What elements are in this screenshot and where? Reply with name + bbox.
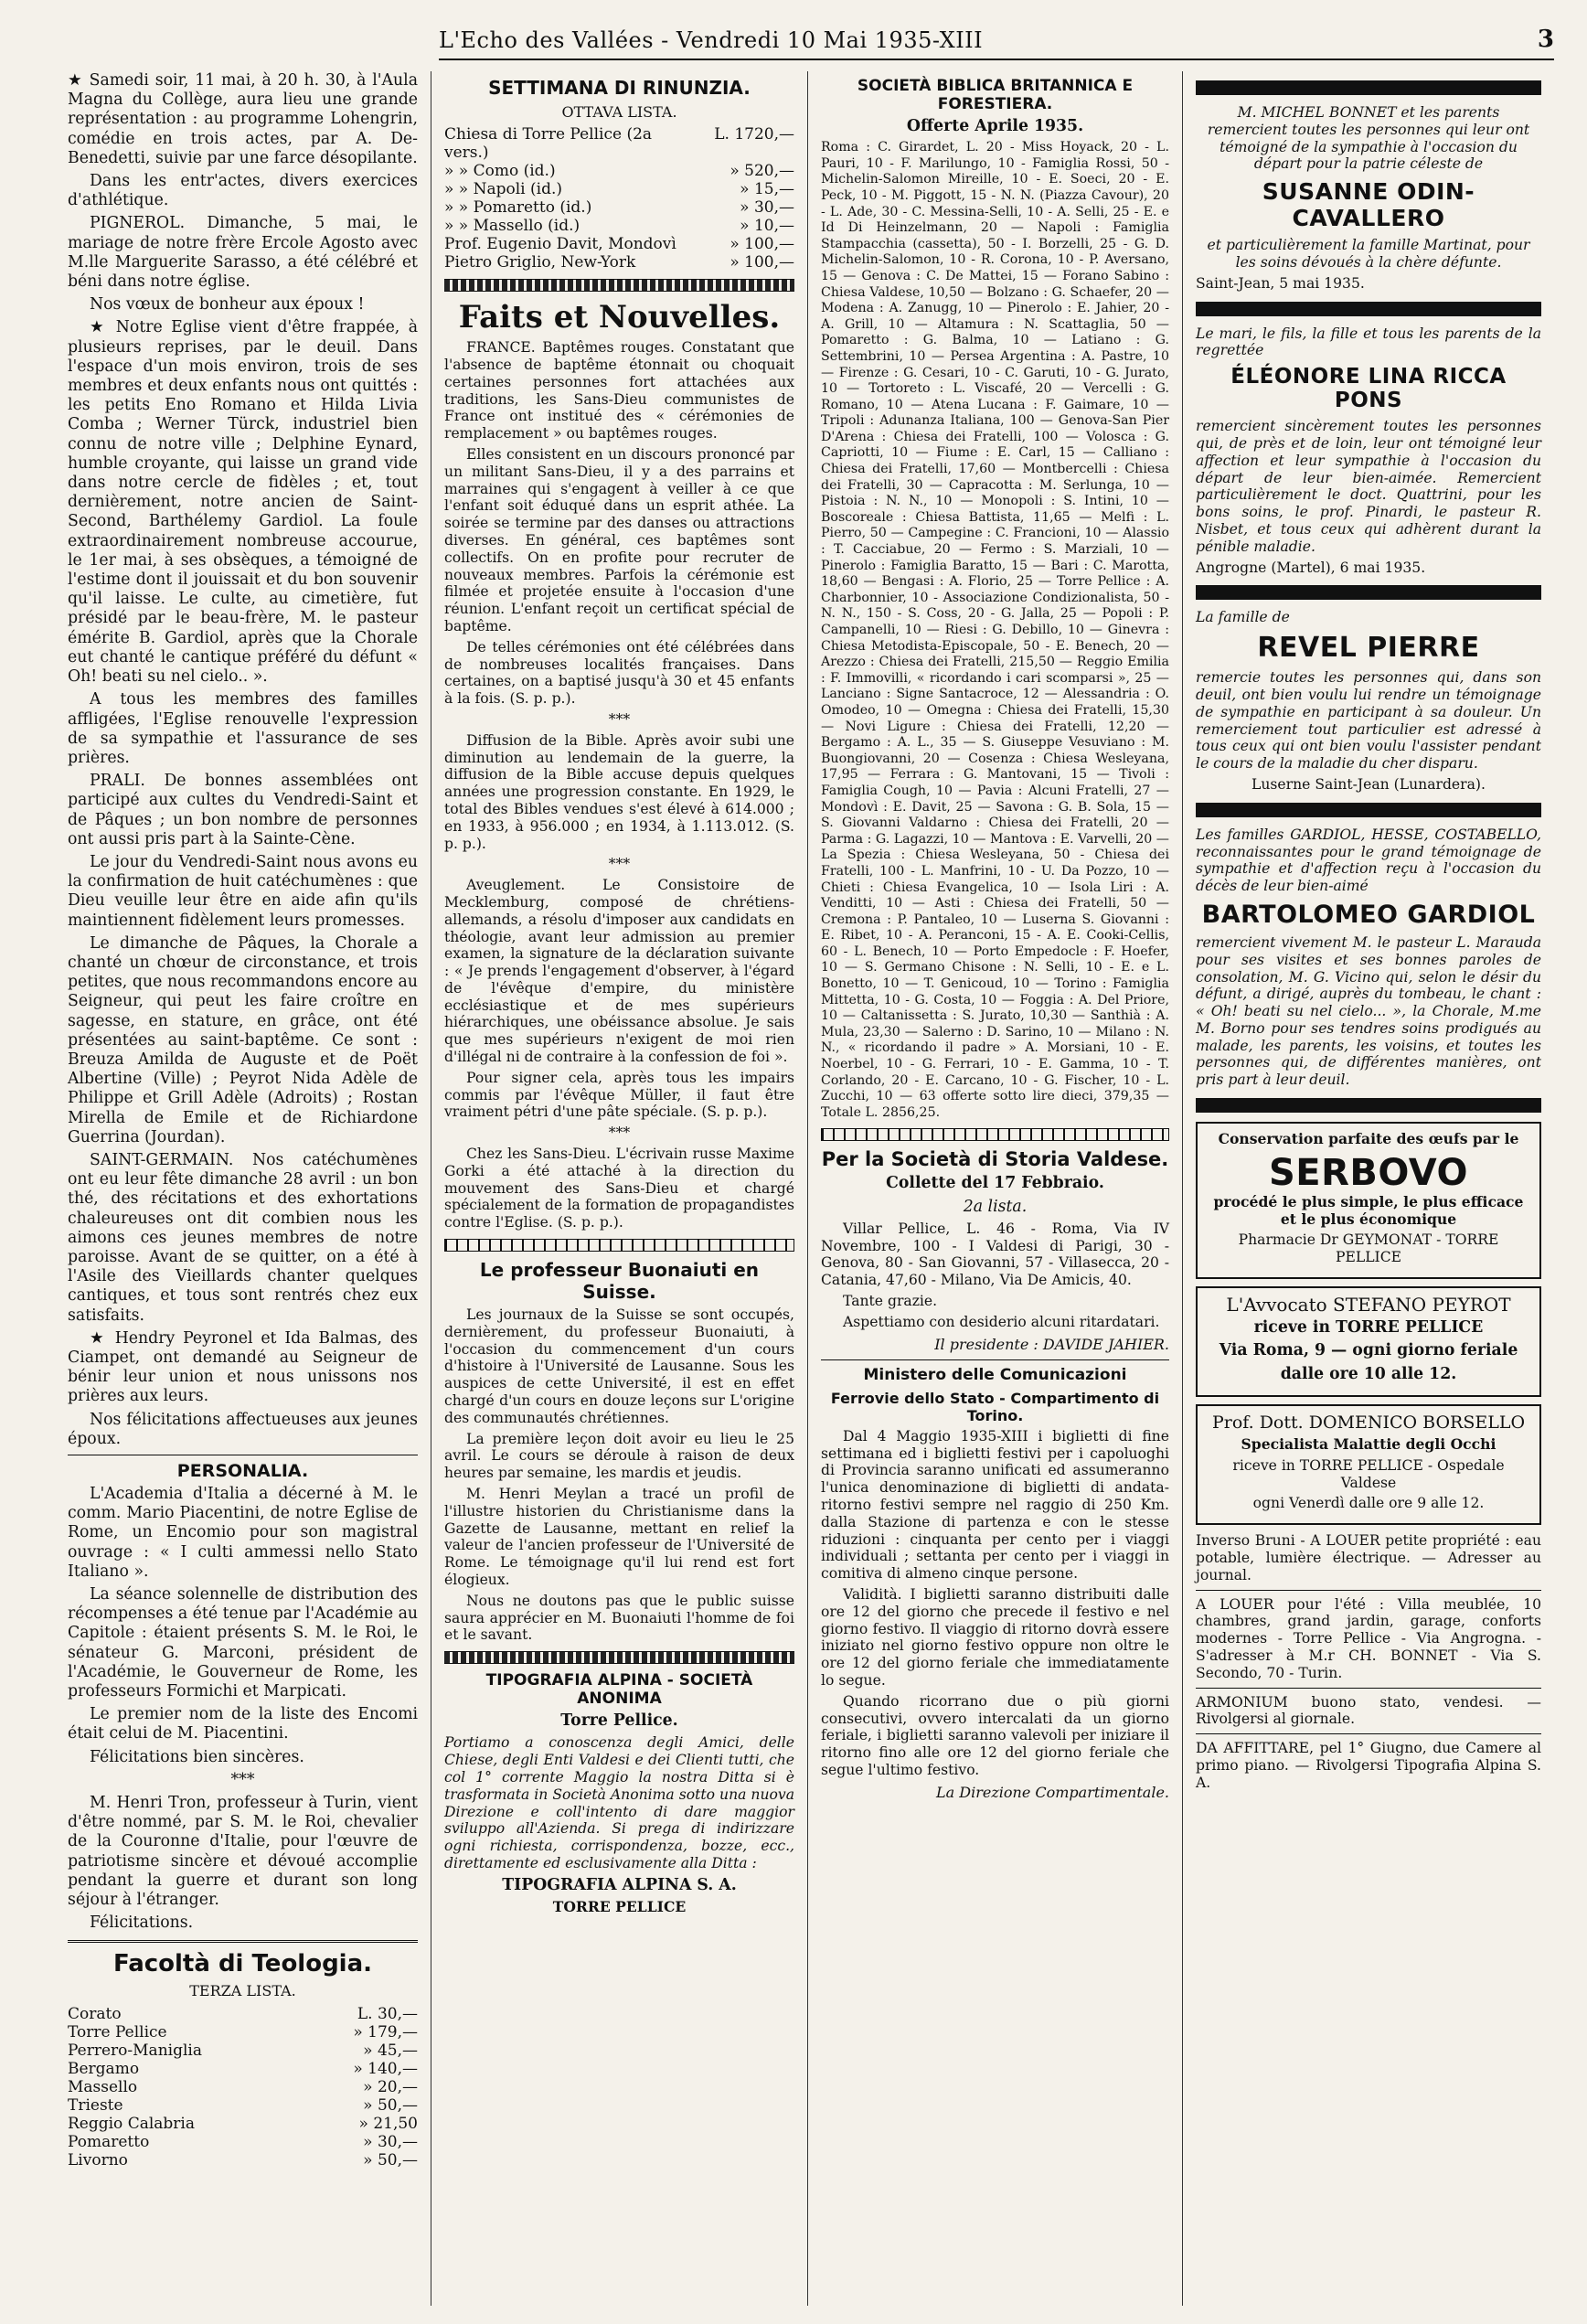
signature: La Direzione Compartimentale. bbox=[936, 1783, 1169, 1801]
ad-line: procédé le plus simple, le plus efficace et le plus économique bbox=[1213, 1192, 1524, 1228]
article-paragraph: M. Henri Meylan a tracé un profil de l'illustre historien du Christianisme dans la Gazette de Lausanne, mettant en relief la valeur de l'ancien professeur de l'Université de Rome. Le témoignage qu'il lui rend est fort élogieux. bbox=[444, 1486, 794, 1588]
list-row bbox=[444, 125, 794, 162]
list-row-name: Prof. Eugenio Davit, Mondovì bbox=[444, 235, 676, 254]
list-row-amount: » 21,50 bbox=[358, 2114, 418, 2133]
notice-text: M. MICHEL BONNET et les parents remercient toutes les personnes qui leur ont témoigné de la sympathie à l'occasion du départ pour la patrie céleste de bbox=[1207, 104, 1530, 173]
list-row-amount: » 140,— bbox=[353, 2059, 418, 2078]
notice-text: Les familles GARDIOL, HESSE, COSTABELLO, reconnaissantes pour le grand témoignage de sympathie et d'affection reçu à l'occasion du décès de leur bien-aimé bbox=[1196, 826, 1541, 895]
notice-name: SUSANNE ODIN-CAVALLERO bbox=[1262, 178, 1475, 232]
divider bbox=[1196, 1688, 1541, 1689]
article-paragraph: ★ Hendry Peyronel et Ida Balmas, des Ciampet, ont demandé au Seigneur de bénir leur union et nous unissons nos prières aux leurs. bbox=[68, 1328, 418, 1406]
list-row bbox=[68, 2023, 418, 2041]
list-row-name: Trieste bbox=[68, 2095, 123, 2115]
article-paragraph: Nous ne doutons pas que le public suisse saura apprécier en M. Buonaiuti l'homme de foi et le savant. bbox=[444, 1592, 794, 1644]
list-row bbox=[444, 162, 794, 180]
section-title-storia: Per la Società di Storia Valdese. bbox=[821, 1148, 1169, 1171]
article-paragraph: ★ Notre Eglise vient d'être frappée, à plusieurs reprises, par le deuil. Dans l'espace d'un mois environ, trois de ses membres et deux enfants nous ont quittés : les petits Eno Romano et Hilda Livia Comba ; Werner Türck, industriel bien connu de notre ville ; Delphine Eynard, humble croyante, qui laisse un grand vide dans notre cercle de fidèles ; et, tout dernièrement, notre ancien de Saint-Second, Barthélemy Gardiol. La foule extraordinairement nombreuse accourue, le 1er mai, à ses obsèques, a témoigné de l'estime dont il jouissait et du bon souvenir qu'il laisse. Le culte, au cimetière, fut présidé par le beau-frère, M. le pasteur émérite B. Gardiol, après que la Chorale eut chanté le cantique préféré du défunt « Oh! beati su nel cielo.. ». bbox=[68, 318, 418, 687]
tipografia-footer: TIPOGRAFIA ALPINA S. A. bbox=[502, 1875, 737, 1894]
list-row bbox=[68, 2151, 418, 2169]
list-row-name: Bergamo bbox=[68, 2059, 140, 2078]
divider bbox=[821, 1359, 1169, 1360]
ornamental-divider bbox=[444, 279, 794, 292]
list-row-amount: L. 1720,— bbox=[714, 125, 794, 144]
ad-line: Pharmacie Dr GEYMONAT - TORRE PELLICE bbox=[1238, 1231, 1499, 1266]
list-row bbox=[68, 2041, 418, 2060]
mourning-bar bbox=[1196, 302, 1541, 316]
list-row-name: Pomaretto bbox=[68, 2132, 150, 2151]
article-paragraph: Félicitations. bbox=[90, 1914, 194, 1933]
notice-text: et particulièrement la famille Martinat, pour les soins dévoués à la chère défunte. bbox=[1207, 237, 1530, 271]
section-subtitle: Collette del 17 Febbraio. bbox=[886, 1174, 1104, 1193]
article-paragraph: La séance solennelle de distribution des récompenses a été tenue par l'Académie au Capitole : étaient présents S. M. le Roi, le sénateur G. Marconi, président de l'Académie, le Gouverneur de Rome, les professeurs Formichi et Marpicati. bbox=[68, 1585, 418, 1701]
section-title-rinunzia: SETTIMANA DI RINUNZIA. bbox=[488, 77, 751, 99]
list-row-amount: » 15,— bbox=[740, 180, 794, 199]
separator-stars: *** bbox=[608, 1125, 631, 1142]
article-paragraph: La première leçon doit avoir eu lieu le 25 avril. Le cours se déroule à raison de deux heures par semaine, les mardis et jeudis. bbox=[444, 1430, 794, 1482]
ad-line: L'Avvocato STEFANO PEYROT bbox=[1226, 1294, 1511, 1317]
column-1 bbox=[55, 71, 431, 2306]
list-row-name: Massello bbox=[68, 2077, 138, 2096]
list-row-amount: » 10,— bbox=[740, 217, 794, 236]
list-row-amount: » 30,— bbox=[740, 198, 794, 218]
mourning-bar bbox=[1196, 1098, 1541, 1113]
separator-stars: *** bbox=[230, 1770, 255, 1789]
page-header bbox=[439, 26, 1554, 60]
article-paragraph: Diffusion de la Bible. Après avoir subi une diminution au lendemain de la guerre, la diffusion de la Bible accuse depuis quelques années une progression constante. En 1929, le total des Bibles vendues s'est élevé à 614.000 ; en 1933, à 956.000 ; en 1934, à 1.113.012. (S. p. p.). bbox=[444, 731, 794, 852]
tipografia-city: TORRE PELLICE bbox=[552, 1897, 687, 1915]
divider bbox=[68, 1940, 418, 1943]
list-row-name: Chiesa di Torre Pellice (2a vers.) bbox=[444, 125, 653, 163]
ad-brand: SERBOVO bbox=[1268, 1151, 1469, 1194]
page-number: 3 bbox=[1537, 26, 1554, 53]
ad-line: riceve in TORRE PELLICE bbox=[1253, 1318, 1484, 1338]
list-row-amount: » 179,— bbox=[353, 2022, 418, 2041]
ad-line: Conservation parfaite des œufs par le bbox=[1218, 1130, 1519, 1148]
list-row-amount: » 50,— bbox=[363, 2095, 418, 2115]
list-row-amount: » 520,— bbox=[730, 162, 794, 181]
rinunzia-list bbox=[444, 125, 794, 272]
article-paragraph: Aspettiamo con desiderio alcuni ritardatari. bbox=[843, 1313, 1160, 1330]
header-title: L'Echo des Vallées - Vendredi 10 Mai 1935-XIII bbox=[439, 27, 984, 53]
tipografia-notice: Portiamo a conoscenza degli Amici, delle Chiese, degli Enti Valdesi e dei Clienti tutti, che col 1° corrente Maggio la nostra Ditta si è trasformata in Società Anonima sotto una nuova Direzione e coll'intento di dare maggior sviluppo all'Azienda. Si prega di indirizzare ogni richiesta, corrispondenza, bozze, ecc., direttamente ed esclusivamente alla Ditta : bbox=[444, 1734, 794, 1871]
article-paragraph: Aveuglement. Le Consistoire de Mecklemburg, composé de chrétiens-allemands, a résolu d'imposer aux candidats en théologie, avant leur admission au premier examen, la signature de la déclaration suivante : « Je prends l'engagement d'observer, à l'égard de l'évêque d'empire, du ministère ecclésiastique et de mes supérieurs hiérarchiques, une obéissance absolue. Je sais que mes supérieurs n'exigent de moi rien d'illégal ni de contraire à la confession de foi ». bbox=[444, 877, 794, 1066]
list-row bbox=[444, 198, 794, 217]
box-divider bbox=[444, 1239, 794, 1252]
article-paragraph: A tous les membres des familles affligées, l'Eglise renouvelle l'expression de sa sympathie et l'assurance de ses prières. bbox=[68, 690, 418, 767]
list-row-name: » » Massello (id.) bbox=[444, 217, 580, 236]
ad-line: Via Roma, 9 — ogni giorno feriale bbox=[1219, 1341, 1518, 1360]
tipografia-title: TIPOGRAFIA ALPINA - SOCIETÀ ANONIMA bbox=[485, 1671, 753, 1709]
article-paragraph: Dans les entr'actes, divers exercices d'athlétique. bbox=[68, 172, 418, 210]
list-row-amount: » 100,— bbox=[730, 253, 794, 272]
article-paragraph: Les journaux de la Suisse se sont occupés, dernièrement, du professeur Buonaiuti, à l'occasion du commencement d'un cours d'histoire à l'Université de Lausanne. Sous les auspices de cette Université, il est en effet chargé d'un cours en douze leçons sur L'origine des communautés chrétiennes. bbox=[444, 1306, 794, 1426]
ad-line: Prof. Dott. DOMENICO BORSELLO bbox=[1211, 1412, 1526, 1433]
columns bbox=[55, 71, 1554, 2306]
divider bbox=[1196, 1733, 1541, 1734]
article-paragraph: Le dimanche de Pâques, la Chorale a chanté un chœur de circonstance, et trois petites, que nous recommandons encore au Seigneur, qui peut les faire croître en sagesse, en stature, en grâce, ont été présentées au saint-baptême. Ce sont : Breuza Amilda de Auguste et de Poët Albertine (Ville) ; Peyrot Nida Adèle de Philippe et Grill Adèle (Adroits) ; Rostan Mirella de Emile et de Richiardone Guerrina (Jourdan). bbox=[68, 933, 418, 1146]
mourning-bar bbox=[1196, 585, 1541, 600]
notice-name: ÉLÉONORE LINA RICCA PONS bbox=[1230, 365, 1507, 413]
section-subtitle: 2a lista. bbox=[963, 1197, 1028, 1216]
article-paragraph: Tante grazie. bbox=[843, 1293, 938, 1310]
ad-peyrot bbox=[1196, 1286, 1541, 1397]
list-row-name: Livorno bbox=[68, 2150, 128, 2169]
article-paragraph: Félicitations bien sincères. bbox=[90, 1747, 304, 1766]
article-paragraph: Nos vœux de bonheur aux époux ! bbox=[90, 295, 365, 314]
section-title-biblica: SOCIETÀ BIBLICA BRITANNICA E FORESTIERA. bbox=[857, 77, 1134, 113]
article-paragraph: De telles cérémonies ont été célébrées dans de nombreuses localités françaises. Dans certaines, on a baptisé jusqu'à 30 et 45 enfants à la fois. (S. p. p.). bbox=[444, 638, 794, 708]
section-title-facolta: Facoltà di Teologia. bbox=[112, 1950, 373, 1978]
list-row-amount: L. 30,— bbox=[357, 2004, 418, 2023]
column-2 bbox=[431, 71, 808, 2306]
list-row-name: Reggio Calabria bbox=[68, 2114, 195, 2133]
list-row bbox=[68, 2005, 418, 2023]
section-title-ministero: Ministero delle Comunicazioni bbox=[863, 1365, 1127, 1384]
facolta-list bbox=[68, 2005, 418, 2169]
article-paragraph: SAINT-GERMAIN. Nos catéchumènes ont eu leur fête dimanche 28 avril : un bon thé, des récitations et des exhortations chaleureuses ont dit combien nous les aimons ces jeunes membres de notre paroisse. Avant de se quitter, on a été à l'Asile des Vieillards chanter quelques cantiques, et tous sont rentrés chez eux satisfaits. bbox=[68, 1150, 418, 1325]
article-paragraph: Villar Pellice, L. 46 - Roma, Via IV Novembre, 100 - I Valdesi di Parigi, 30 - Genova, 80 - San Giovanni, 57 - Villasecca, 20 - Catania, 47,60 - Milano, Via De Amicis, 40. bbox=[821, 1220, 1169, 1289]
list-row-amount: » 50,— bbox=[363, 2150, 418, 2169]
section-title-buonaiuti: Le professeur Buonaiuti en Suisse. bbox=[479, 1259, 760, 1304]
notice-name: REVEL PIERRE bbox=[1257, 632, 1480, 665]
list-row bbox=[444, 253, 794, 272]
list-row-name: » » Napoli (id.) bbox=[444, 180, 563, 199]
section-subtitle: TERZA LISTA. bbox=[189, 1982, 296, 2000]
article-paragraph: Dal 4 Maggio 1935-XIII i biglietti di fine settimana ed i biglietti festivi per i capoluoghi di Provincia saranno unificati ed assumeranno l'unica denominazione di biglietti di andata-ritorno festivi sempre nel raggio di 250 Km. dalla Stazione di partenza e con le stesse riduzioni : cinquanta per cento per i viaggi individuali ; settanta per cento per i viaggi in comitiva di almeno cinque persone. bbox=[821, 1427, 1169, 1583]
list-row bbox=[444, 217, 794, 235]
classified-ad: A LOUER pour l'été : Villa meublée, 10 chambres, grand jardin, garage, conforts modernes - Torre Pellice - Via Angrogna. - S'adresser à M.r CH. BONNET - Via S. Secondo, 70 - Turin. bbox=[1196, 1595, 1541, 1681]
article-paragraph: PIGNEROL. Dimanche, 5 mai, le mariage de notre frère Ercole Agosto avec M.lle Marguerite Sarasso, a été célébré et béni dans notre église. bbox=[68, 214, 418, 292]
section-title-faits: Faits et Nouvelles. bbox=[458, 299, 781, 336]
list-row-name: Perrero-Maniglia bbox=[68, 2041, 202, 2060]
section-title-ferrovie: Ferrovie dello Stato - Compartimento di Torino. bbox=[830, 1389, 1160, 1424]
notice-text: Le mari, le fils, la fille et tous les parents de la regrettée bbox=[1196, 325, 1541, 359]
article-paragraph: PRALI. De bonnes assemblées ont participé aux cultes du Vendredi-Saint et de Pâques ; un bon nombre de personnes ont aussi pris part à la Sainte-Cène. bbox=[68, 772, 418, 848]
box-divider bbox=[821, 1128, 1169, 1141]
list-row bbox=[68, 2115, 418, 2133]
section-subtitle: Offerte Aprile 1935. bbox=[906, 117, 1084, 135]
list-row-amount: » 45,— bbox=[363, 2041, 418, 2060]
notice-place: Luserne Saint-Jean (Lunardera). bbox=[1251, 775, 1486, 793]
separator-stars: *** bbox=[608, 710, 631, 728]
list-row-name: Corato bbox=[68, 2004, 122, 2023]
article-paragraph: Validità. I biglietti saranno distribuiti dalle ore 12 del giorno che precede il festivo e nel giorno festivo. Il viaggio di ritorno dovrà essere iniziato nel giorno festivo oppure non oltre le ore 12 del giorno feriale che immediatamente lo segue. bbox=[821, 1585, 1169, 1689]
list-row bbox=[68, 2078, 418, 2096]
ad-line: Specialista Malattie degli Occhi bbox=[1241, 1435, 1496, 1454]
classified-ad: Inverso Bruni - A LOUER petite propriété : eau potable, lumière électrique. — Adresser au journal. bbox=[1196, 1532, 1541, 1583]
notice-text: remercient sincèrement toutes les personnes qui, de près et de loin, leur ont témoigné leur affection et leur sympathie à l'occasion du départ de leur bien-aimée. Remercient particulièrement le doct. Quattrini, pour les bons soins, le prof. Pinardi, le pasteur R. Nisbet, et tous ceux qui adhèrent durant la pénible maladie. bbox=[1196, 418, 1541, 555]
classified-ad: ARMONIUM buono stato, vendesi. — Rivolgersi al giornale. bbox=[1196, 1693, 1541, 1728]
list-row-amount: » 100,— bbox=[730, 235, 794, 254]
tipografia-subtitle: Torre Pellice. bbox=[560, 1711, 678, 1731]
article-paragraph: ★ Samedi soir, 11 mai, à 20 h. 30, à l'Aula Magna du Collège, aura lieu une grande représentation : au programme Lohengrin, comédie en trois actes, par A. De-Benedetti, suivie par une farce désopilante. bbox=[68, 71, 418, 167]
list-row bbox=[444, 235, 794, 253]
ornamental-divider bbox=[444, 1651, 794, 1664]
list-row bbox=[444, 180, 794, 198]
notice-place: Saint-Jean, 5 mai 1935. bbox=[1196, 274, 1365, 292]
article-paragraph: Pour signer cela, après tous les impairs commis par l'évêque Müller, il faut être vraiment pétri d'une pâte spéciale. (S. p. p.). bbox=[444, 1069, 794, 1121]
classified-ad: DA AFFITTARE, pel 1° Giugno, due Camere al primo piano. — Rivolgersi Tipografia Alpina S. A. bbox=[1196, 1740, 1541, 1791]
list-row-name: Torre Pellice bbox=[68, 2022, 167, 2041]
ad-line: dalle ore 10 alle 12. bbox=[1280, 1364, 1457, 1383]
article-paragraph: Nos félicitations affectueuses aux jeunes époux. bbox=[68, 1410, 418, 1448]
article-paragraph: M. Henri Tron, professeur à Turin, vient d'être nommé, par S. M. le Roi, chevalier de la Couronne d'Italie, pour l'œuvre de patriotisme sincère et dévoué accomplie pendant la guerre et durant son long séjour à l'étranger. bbox=[68, 1794, 418, 1910]
list-row bbox=[68, 2096, 418, 2115]
ad-serbovo bbox=[1196, 1122, 1541, 1279]
column-3 bbox=[808, 71, 1183, 2306]
ad-line: ogni Venerdì dalle ore 9 alle 12. bbox=[1252, 1495, 1485, 1512]
list-row-amount: » 30,— bbox=[363, 2132, 418, 2151]
article-paragraph: Le premier nom de la liste des Encomi était celui de M. Piacentini. bbox=[68, 1705, 418, 1743]
article-paragraph: Quando ricorrano due o più giorni consecutivi, ovvero intercalati da un giorno feriale, i biglietti saranno valevoli per iniziare il ritorno fino alle ore 12 del giorno feriale che segue l'ultimo festivo. bbox=[821, 1692, 1169, 1778]
list-row bbox=[68, 2060, 418, 2078]
mourning-bar bbox=[1196, 80, 1541, 95]
article-paragraph: Elles consistent en un discours prononcé par un militant Sans-Dieu, il y a des parrains et marraines qui s'engagent à veiller à ce que l'enfant soit éduqué dans un esprit athée. La soirée se termine par des danses ou attractions diverses. En général, ces baptêmes sont collectifs. On en profite pour recruter de nouveaux membres. Parfois la cérémonie est filmée et projetée ensuite à l'occasion d'une réunion. L'enfant reçoit un certificat spécial de baptême. bbox=[444, 445, 794, 634]
ad-borsello bbox=[1196, 1404, 1541, 1525]
article-paragraph: Le jour du Vendredi-Saint nous avons eu la confirmation de huit catéchumènes : que Dieu veuille leur être en aide afin qu'ils maintiennent fidèlement leurs promesses. bbox=[68, 852, 418, 930]
separator-stars: *** bbox=[608, 856, 631, 873]
divider bbox=[1196, 1590, 1541, 1591]
notice-text: La famille de bbox=[1196, 609, 1290, 626]
column-4 bbox=[1183, 71, 1554, 2306]
section-title-personalia: PERSONALIA. bbox=[176, 1461, 309, 1482]
list-row bbox=[68, 2133, 418, 2151]
article-paragraph: L'Academia d'Italia a décerné à M. le comm. Mario Piacentini, de notre Eglise de Rome, un Encomio pour son magistral ouvrage : « I culti ammessi nello Stato Italiano ». bbox=[68, 1485, 418, 1581]
offerings-list: Roma : C. Girardet, L. 20 - Miss Hoyack, 20 - L. Pauri, 10 - F. Marilungo, 10 - Famiglia Rossi, 50 - Michelin-Salomon Mireille, 10 - E. Soeci, 20 - E. Peck, 10 - M. Piggott, 15 - N. N. (Piazza Cavour), 20 - L. Ade, 30 - C. Messina-Selli, 10 - A. Selli, 25 - E. e Id Di Heinzelmann, 20 — Napoli : Famiglia Stampacchia (cassetta), 50 - I. Borzelli, 25 - G. D. Michelin-Salomon, 10 - R. Corona, 10 - P. Aversano, 15 — Genova : C. De Mattei, 15 — Forano Sabino : Chiesa Valdese, 10,50 — Bolzano : G. Schaefer, 20 — Modena : A. Zanugg, 10 — Pinerolo : E. Jahier, 20 - A. Grill, 10 — Altamura : N. Scattaglia, 50 — Pomaretto : G. Balma, 10 — Latiano : G. Settembrini, 10 — Persea Argentina : A. Pastre, 10 — Firenze : G. Cesari, 10 - C. Garuti, 10 - G. Jurato, 10 — Tortoreto : L. Viscafé, 20 — Vercelli : G. Romano, 10 — Atena Lucana : F. Gaimare, 10 — Tripoli : Adunanza Italiana, 100 — Genova-San Pier D'Arena : Chiesa dei Fratelli, 100 — Volosca : G. Capriotti, 10 — Fiume : E. Carl, 15 — Calliano : Chiesa dei Fratelli, 17,60 — Montbercelli : Chiesa dei Fratelli, 30 — Capracotta : M. Serlunga, 10 — Pistoia : N. N., 10 — Monopoli : S. Intini, 10 — Boscoreale : Chiesa Battista, 11,65 — Melfi : L. Pierro, 50 — Campegine : C. Francioni, 10 — Alassio : T. Cacciabue, 20 — Fermo : S. Marziali, 10 — Pinerolo : Famiglia Baratto, 15 — Bari : C. Marotta, 18,60 — Bengasi : A. Florio, 25 — Torre Pellice : A. Charbonnier, 10 - Associazione Condizionalista, 50 - N. N., 150 - S. Coss, 20 - G. Jalla, 25 — Popoli : P. Campanelli, 10 — Riesi : G. Debillo, 10 — Ginevra : Chiesa Metodista-Episcopale, 50 - E. Benech, 20 — Arezzo : Chiesa dei Fratelli, 215,50 — Reggio Emilia : F. Immovilli, « ricordando i cari scomparsi », 25 — Lanciano : Signe Santacroce, 12 — Alessandria : O. Omodeo, 10 — Omegna : Chiesa dei Fratelli, 15,30 — Novi Ligure : Chiesa dei Fratelli, 12,20 — Bergamo : A. L., 35 — S. Giuseppe Vesuviano : M. Buongiovanni, 20 — Cosenza : Chiesa Wesleyana, 17,95 — Ferrara : G. Mantovani, 15 — Tivoli : Famiglia Cough, 10 — Pavia : Alcuni Fratelli, 27 — Mondovì : E. Davit, 25 — Savona : G. B. Sola, 15 — S. Giovanni Valdarno : Chiesa dei Fratelli, 20 — Parma : G. Lagazzi, 10 — Mantova : E. Varvelli, 20 — La Spezia : Chiesa Wesleyana, 50 - Chiesa dei Fratelli, 100 - L. Manfrini, 10 - U. Da Pozzo, 10 — Chieti : Chiesa Evangelica, 10 — Isola Liri : A. Venditti, 10 — Asti : Chiesa dei Fratelli, 50 — Cremona : P. Pantaleo, 10 — Luserna S. Giovanni : E. Ribet, 10 - A. Peranconi, 15 - A. E. Cooki-Cellis, 60 - L. Benech, 10 — Porto Empedocle : F. Hoefer, 10 — S. Germano Chisone : N. Selli, 10 - E. e L. Bonetto, 10 — T. Genicoud, 10 — Torino : Famiglia Mittetta, 10 - G. Costa, 10 — Foggia : A. Del Priore, 10 — Caltanissetta : S. Jurato, 10,30 — Santhià : A. Mula, 23,30 — Salerno : D. Sarino, 10 — Milano : N. N., « ricordando il padre » A. Morsiani, 10 - E. Noerbel, 10 - G. Ferrari, 10 - E. Gamma, 10 - T. Corlando, 20 - E. Carcano, 10 - G. Fischer, 10 - L. Zucchi, 10 — 63 offerte sotto lire dieci, 379,35 — Totale L. 2856,25. bbox=[821, 140, 1169, 1120]
notice-text: remercie toutes les personnes qui, dans son deuil, ont bien voulu lui rendre un témoignage de sympathie en participant à sa douleur. Un remerciement tout particulier est adressé à tous ceux qui ont bien voulu l'assister pendant le cours de la maladie du cher disparu. bbox=[1196, 669, 1541, 773]
list-row-name: » » Pomaretto (id.) bbox=[444, 198, 592, 218]
mourning-bar bbox=[1196, 803, 1541, 817]
notice-place: Angrogne (Martel), 6 mai 1935. bbox=[1196, 559, 1426, 576]
ad-line: riceve in TORRE PELLICE - Ospedale Valdese bbox=[1232, 1456, 1505, 1491]
article-paragraph: FRANCE. Baptêmes rouges. Constatant que l'absence de baptême étonnait ou choquait certaines personnes fort attachées aux traditions, les Sans-Dieu communistes de France ont institué des « cérémonies de remplacement » ou baptêmes rouges. bbox=[444, 339, 794, 442]
notice-name: BARTOLOMEO GARDIOL bbox=[1201, 900, 1536, 929]
section-subtitle: OTTAVA LISTA. bbox=[561, 103, 677, 121]
notice-text: remercient vivement M. le pasteur L. Marauda pour ses visites et ses bonnes paroles de consolation, M. G. Vicino qui, selon le désir du défunt, a dirigé, auprès du tombeau, le chant : « Oh! beati su nel cielo... », la Chorale, M.me M. Borno pour ses tendres soins prodigués au malade, les parents, les voisins, et toutes les personnes qui, de différentes manières, ont pris part à leur deuil. bbox=[1196, 933, 1541, 1089]
article-paragraph: Chez les Sans-Dieu. L'écrivain russe Maxime Gorki a été attaché à la direction du mouvement des Sans-Dieu et chargé spécialement de la formation de propagandistes contre l'Eglise. (S. p. p.). bbox=[444, 1146, 794, 1231]
list-row-amount: » 20,— bbox=[363, 2077, 418, 2096]
list-row-name: Pietro Griglio, New-York bbox=[444, 253, 636, 272]
signature: Il presidente : DAVIDE JAHIER. bbox=[934, 1335, 1169, 1353]
list-row-name: » » Como (id.) bbox=[444, 162, 556, 181]
